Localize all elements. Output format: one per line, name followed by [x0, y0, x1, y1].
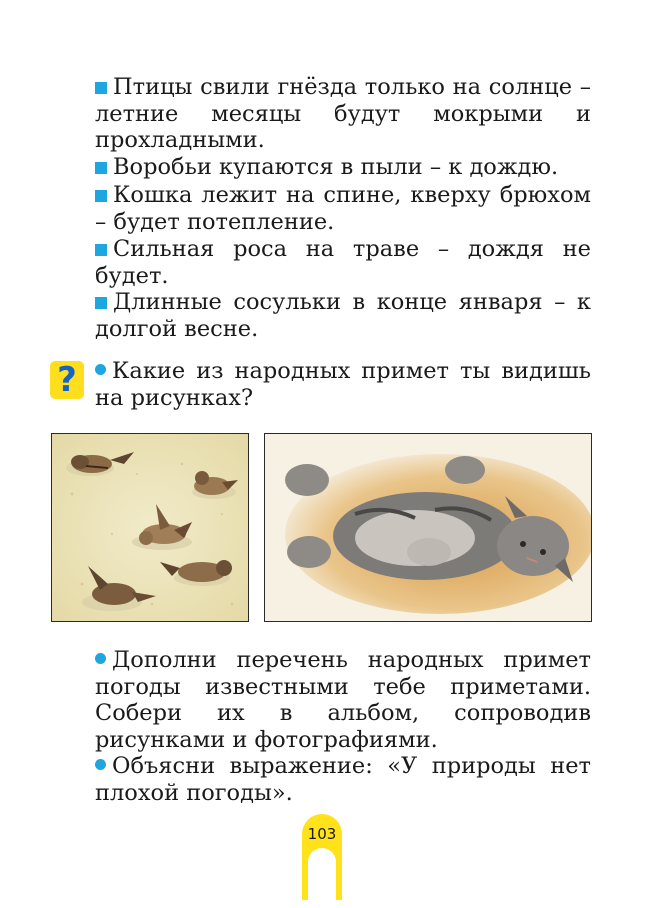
sign-text: Кошка лежит на спине, кверху брюхом – будет потепление. [95, 182, 591, 235]
bullet-square-icon [95, 162, 107, 174]
task-text: Объясни выражение: «У природы нет плохой погоды». [95, 753, 591, 806]
bullet-dot-icon [95, 759, 106, 770]
question-text: Какие из народных примет ты видишь на рисунках? [95, 358, 591, 411]
sign-text: Воробьи купаются в пыли – к дождю. [113, 154, 559, 180]
page-number: 103 [307, 825, 337, 843]
bullet-square-icon [95, 297, 107, 309]
sign-text: Птицы свили гнёзда только на солнце – летние месяцы будут мокрыми и прохладными. [95, 74, 591, 153]
sign-2 [95, 154, 591, 181]
task-1 [95, 647, 591, 753]
sign-text: Сильная роса на траве – дождя не будет. [95, 236, 591, 289]
sign-1 [95, 74, 591, 154]
task-text: Дополни перечень народных примет погоды известными тебе приметами. Собери их в альбом, сопроводив рисунками и фотографиями. [95, 647, 591, 753]
bullet-square-icon [95, 82, 107, 94]
question-mark-icon: ? [50, 361, 84, 399]
page-number-tab [302, 814, 342, 900]
sign-3 [95, 182, 591, 235]
cat-lying-on-back-image [264, 433, 592, 622]
question-text-block [95, 358, 591, 411]
bullet-dot-icon [95, 364, 106, 375]
sign-text: Длинные сосульки в конце января – к долгой весне. [95, 289, 591, 342]
task-2 [95, 753, 591, 806]
sign-4 [95, 236, 591, 289]
bullet-square-icon [95, 190, 107, 202]
bullet-square-icon [95, 244, 107, 256]
sign-5 [95, 289, 591, 342]
sparrows-dust-bath-image [51, 433, 249, 622]
bullet-dot-icon [95, 653, 106, 664]
